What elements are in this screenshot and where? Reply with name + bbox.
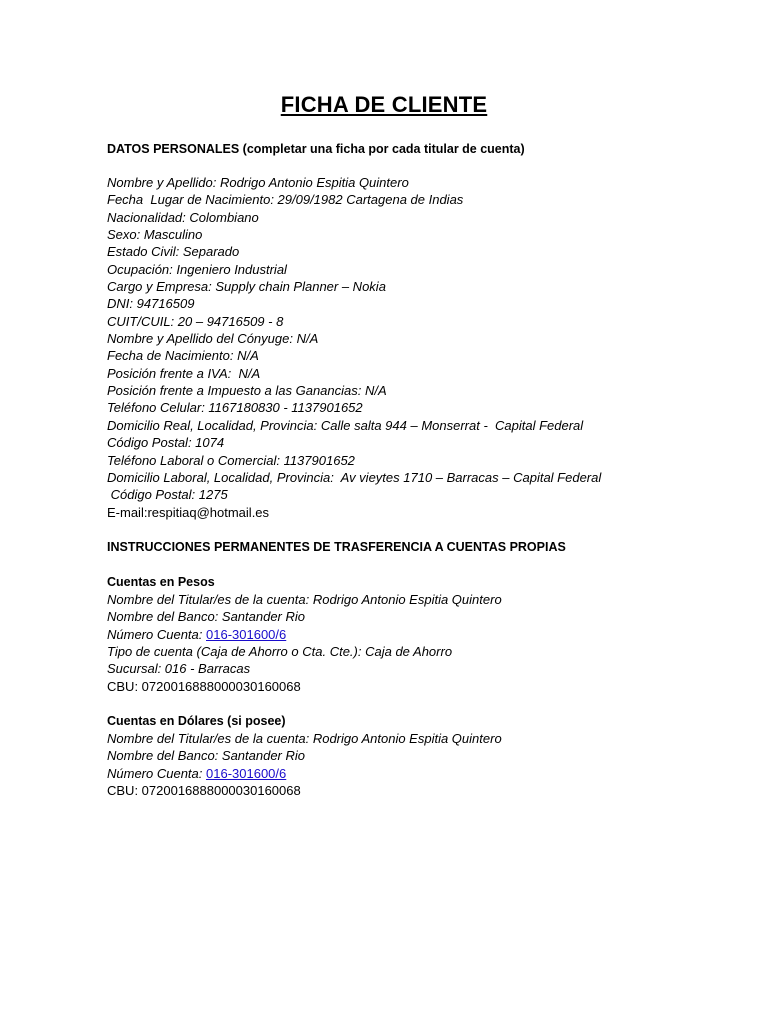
field-line <box>107 434 727 451</box>
field-text: Código Postal: 1275 <box>107 487 228 503</box>
field-text: Fecha Lugar de Nacimiento: 29/09/1982 Cartagena de Indias <box>107 192 464 208</box>
field-line <box>107 660 727 677</box>
field-text: Código Postal: 1074 <box>107 435 225 451</box>
field-text: Estado Civil: Separado <box>107 244 240 260</box>
field-text: Domicilio Real, Localidad, Provincia: Calle salta 944 – Monserrat - Capital Federal <box>107 417 584 433</box>
field-text: Posición frente a IVA: N/A <box>107 365 261 381</box>
field-line <box>107 278 727 295</box>
field-line <box>107 730 727 747</box>
field-line <box>107 486 727 503</box>
field-text: Nacionalidad: Colombiano <box>107 209 259 225</box>
field-line <box>107 765 727 782</box>
field-text: Nombre del Titular/es de la cuenta: Rodrigo Antonio Espitia Quintero <box>107 592 502 607</box>
account-number-link[interactable]: 016-301600/6 <box>206 765 287 781</box>
field-text: Posición frente a Impuesto a las Ganancias: N/A <box>107 383 387 399</box>
field-text: Nombre del Titular/es de la cuenta: Rodrigo Antonio Espitia Quintero <box>107 731 502 746</box>
field-line <box>107 347 727 364</box>
field-line <box>107 209 727 226</box>
transfer-instructions-heading: INSTRUCCIONES PERMANENTES DE TRASFERENCIA A CUENTAS PROPIAS <box>107 540 566 554</box>
field-text: Número Cuenta: <box>107 626 206 642</box>
field-line <box>107 782 727 799</box>
field-text: Domicilio Laboral, Localidad, Provincia: Av vieytes 1710 – Barracas – Capital Federal <box>107 469 602 485</box>
field-line <box>107 747 727 764</box>
field-line <box>107 417 727 434</box>
field-line <box>107 469 727 486</box>
personal-data-list <box>107 174 727 521</box>
field-line <box>107 626 727 643</box>
field-line <box>107 330 727 347</box>
field-text: Nombre del Banco: Santander Rio <box>107 748 306 764</box>
field-text: Cargo y Empresa: Supply chain Planner – Nokia <box>107 279 386 295</box>
field-line <box>107 678 727 695</box>
field-text: Nombre del Banco: Santander Rio <box>107 609 306 625</box>
field-text: CBU: 0720016888000030160068 <box>107 783 301 799</box>
field-text: Teléfono Laboral o Comercial: 1137901652 <box>107 452 355 468</box>
field-text: Nombre y Apellido: Rodrigo Antonio Espitia Quintero <box>107 175 409 190</box>
field-line <box>107 504 727 521</box>
field-text: Fecha de Nacimiento: N/A <box>107 348 259 364</box>
field-line <box>107 243 727 260</box>
account-number-link[interactable]: 016-301600/6 <box>206 626 287 642</box>
field-line <box>107 399 727 416</box>
field-text: Tipo de cuenta (Caja de Ahorro o Cta. Cte.): Caja de Ahorro <box>107 644 453 660</box>
dollar-accounts-list <box>107 730 727 799</box>
field-line <box>107 452 727 469</box>
field-line <box>107 591 727 608</box>
field-text: CBU: 0720016888000030160068 <box>107 678 301 694</box>
field-line <box>107 226 727 243</box>
field-text: E-mail:respitiaq@hotmail.es <box>107 504 270 520</box>
field-text: CUIT/CUIL: 20 – 94716509 - 8 <box>107 313 284 329</box>
field-line <box>107 643 727 660</box>
dollar-accounts-heading: Cuentas en Dólares (si posee) <box>107 714 286 728</box>
pesos-accounts-list <box>107 591 727 695</box>
field-text: Ocupación: Ingeniero Industrial <box>107 261 287 277</box>
field-text: Sexo: Masculino <box>107 227 203 243</box>
field-text: Número Cuenta: <box>107 765 206 781</box>
field-line <box>107 295 727 312</box>
field-line <box>107 191 727 208</box>
field-line <box>107 174 727 191</box>
page-title: FICHA DE CLIENTE <box>280 92 488 117</box>
field-line <box>107 608 727 625</box>
field-text: Sucursal: 016 - Barracas <box>107 661 251 677</box>
field-line <box>107 365 727 382</box>
field-text: DNI: 94716509 <box>107 296 195 312</box>
field-line <box>107 313 727 330</box>
field-line <box>107 382 727 399</box>
field-line <box>107 261 727 278</box>
personal-data-heading: DATOS PERSONALES (completar una ficha por cada titular de cuenta) <box>107 142 525 156</box>
field-text: Teléfono Celular: 1167180830 - 1137901652 <box>107 400 363 416</box>
field-text: Nombre y Apellido del Cónyuge: N/A <box>107 331 319 347</box>
pesos-accounts-heading: Cuentas en Pesos <box>107 575 215 589</box>
